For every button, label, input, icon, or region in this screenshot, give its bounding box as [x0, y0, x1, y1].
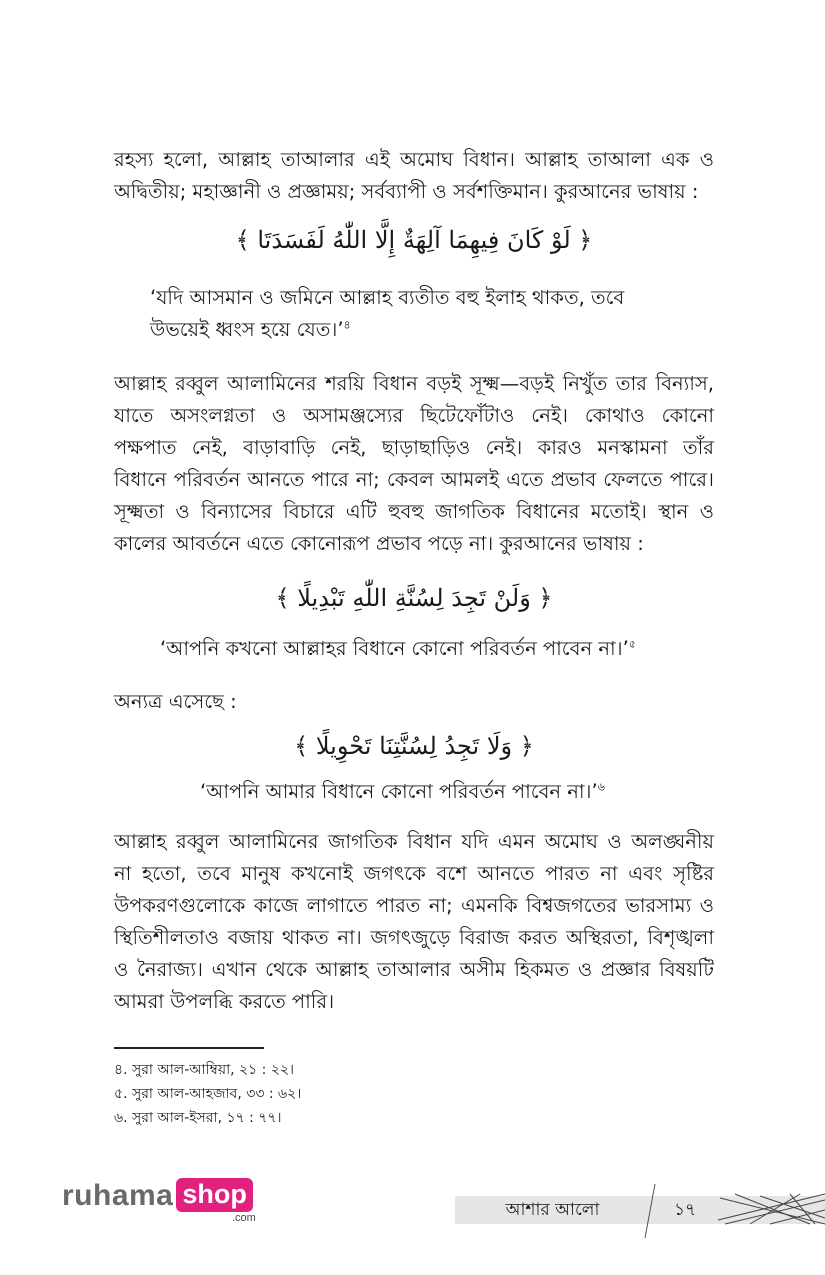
paragraph-line: পক্ষপাত নেই, বাড়াবাড়ি নেই, ছাড়াছাড়িও নেই। কারও মনস্কামনা তাঁর [114, 436, 714, 459]
footnote-ref-6: ৬ [597, 780, 605, 794]
paragraph-line: ও নৈরাজ্য। এখান থেকে আল্লাহ তাআলার অসীম হিকমত ও প্রজ্ঞার বিষয়টি [114, 958, 714, 981]
footer-page-number: ১৭ [673, 1200, 697, 1220]
footnote-ref-5: ৫ [628, 637, 636, 651]
verse-3-translation-text: ‘আপনি আমার বিধানে কোনো পরিবর্তন পাবেন না।’ [200, 780, 598, 803]
brand-word: ruhama [62, 1179, 174, 1212]
footnote-4: ৪. সুরা আল-আম্বিয়া, ২১ : ২২। [114, 1062, 295, 1078]
footnote-divider [114, 1047, 264, 1049]
paragraph-line: আল্লাহ রব্বুল আলামিনের জাগতিক বিধান যদি এমন অমোঘ ও অলঙ্ঘনীয় [114, 830, 714, 853]
footnote-6: ৬. সুরা আল-ইসরা, ১৭ : ৭৭। [114, 1110, 282, 1126]
quran-verse-3-arabic: ﴿ وَلَا تَجِدُ لِسُنَّتِنَا تَحْوِيلًا ﴾ [294, 732, 534, 760]
paragraph-line: স্থিতিশীলতাও বজায় থাকত না। জগৎজুড়ে বিরাজ করত অস্থিরতা, বিশৃঙ্খলা [114, 926, 714, 949]
paragraph-line: কালের আবর্তনে এতে কোনোরূপ প্রভাব পড়ে না। কুরআনের ভাষায় : [114, 532, 644, 555]
verse-1-translation-text: উভয়েই ধ্বংস হয়ে যেত।’ [150, 318, 344, 341]
paragraph-2 [114, 368, 714, 560]
brand-suffix: .com [232, 1212, 256, 1224]
ruhamashop-watermark [62, 1178, 256, 1224]
footnote-ref-4: ৪ [343, 318, 351, 332]
verse-1-translation-line: ‘যদি আসমান ও জমিনে আল্লাহ ব্যতীত বহু ইলাহ থাকত, তবে [150, 286, 625, 309]
elsewhere-label: অন্যত্র এসেছে : [114, 690, 237, 713]
footer-book-title: আশার আলো [505, 1200, 600, 1220]
verse-1-translation-line-2 [150, 314, 351, 346]
paragraph-line: রহস্য হলো, আল্লাহ তাআলার এই অমোঘ বিধান। আল্লাহ তাআলা এক ও [114, 148, 714, 171]
quran-verse-1-arabic: ﴿ لَوْ كَانَ فِيهِمَا آلِهَةٌ إِلَّا اللّٰهُ لَفَسَدَتَا ﴾ [235, 226, 593, 254]
footnote-5: ৫. সুরা আল-আহজাব, ৩৩ : ৬২। [114, 1086, 302, 1102]
quran-verse-2-arabic: ﴿ وَلَنْ تَجِدَ لِسُنَّةِ اللّٰهِ تَبْدِيلًا ﴾ [275, 584, 553, 612]
paragraph-line: উপকরণগুলোকে কাজে লাগাতে পারত না; এমনকি বিশ্বজগতের ভারসাম্য ও [114, 894, 714, 917]
brand-shop-box: shop [176, 1178, 253, 1212]
paragraph-3 [114, 826, 714, 1018]
paragraph-1 [114, 144, 714, 208]
paragraph-line: সূক্ষ্মতা ও বিন্যাসের বিচারে এটি হুবহু জাগতিক বিধানের মতোই। স্থান ও [114, 500, 714, 523]
verse-2-translation-text: ‘আপনি কখনো আল্লাহর বিধানে কোনো পরিবর্তন পাবেন না।’ [160, 637, 629, 660]
paragraph-line: আমরা উপলব্ধি করতে পারি। [114, 990, 335, 1013]
paragraph-line: অদ্বিতীয়; মহাজ্ঞানী ও প্রজ্ঞাময়; সর্বব্যাপী ও সর্বশক্তিমান। কুরআনের ভাষায় : [114, 180, 699, 203]
verse-3-translation [200, 776, 605, 808]
paragraph-line: যাতে অসংলগ্নতা ও অসামঞ্জস্যের ছিটেফোঁটাও নেই। কোথাও কোনো [114, 404, 714, 427]
paragraph-line: না হতো, তবে মানুষ কখনোই জগৎকে বশে আনতে পারত না এবং সৃষ্টির [114, 862, 714, 885]
paragraph-line: বিধানে পরিবর্তন আনতে পারে না; কেবল আমলই এতে প্রভাব ফেলতে পারে। [114, 468, 714, 491]
verse-2-translation [160, 633, 636, 665]
paragraph-line: আল্লাহ রব্বুল আলামিনের শরয়ি বিধান বড়ই সূক্ষ্ম—বড়ই নিখুঁত তার বিন্যাস, [114, 372, 714, 395]
